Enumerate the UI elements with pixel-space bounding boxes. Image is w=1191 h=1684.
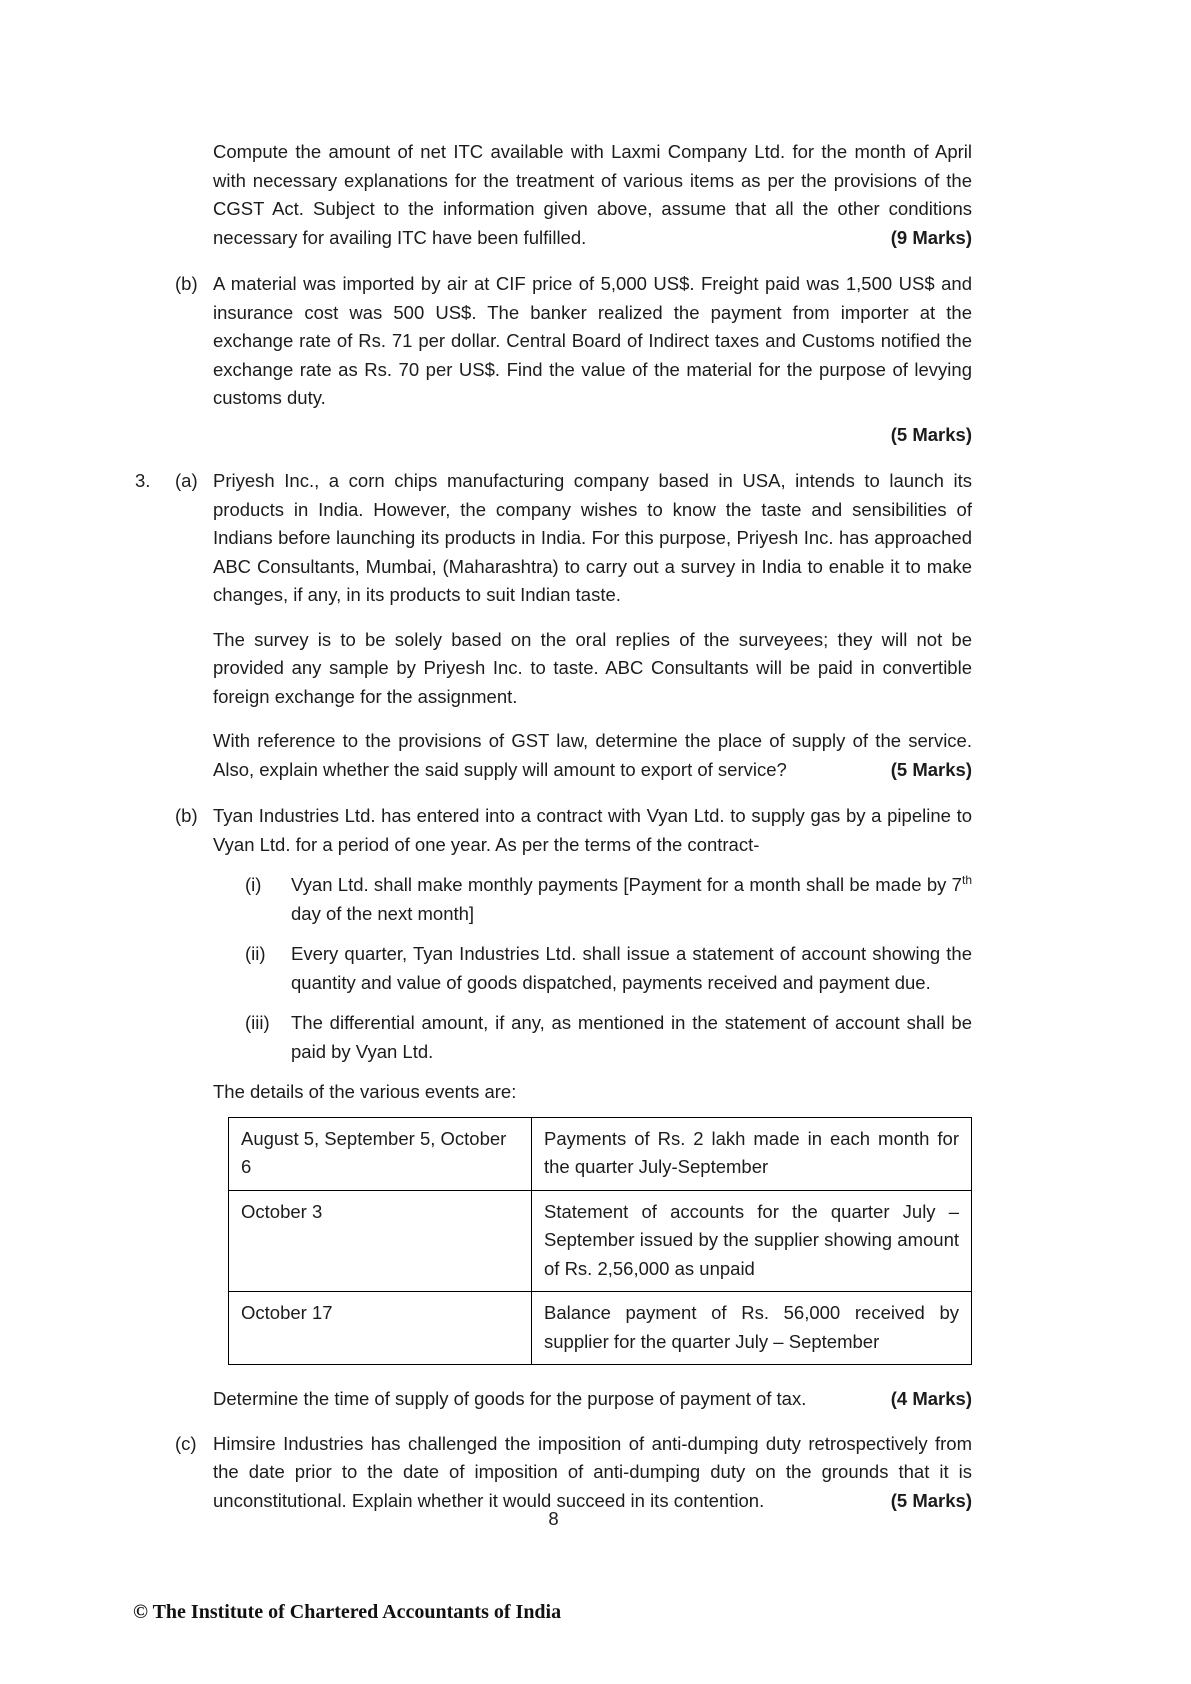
question-2b-label: (b) bbox=[175, 273, 198, 294]
question-3-number: 3. bbox=[135, 470, 151, 491]
question-3a bbox=[135, 467, 972, 802]
event-date-cell: August 5, September 5, October 6 bbox=[229, 1117, 532, 1190]
question-3a-para3: With reference to the provisions of GST law, determine the place of supply of the service. Also, explain whether the said supply will amount to export of service? bbox=[213, 730, 972, 780]
list-item-iii-text: The differential amount, if any, as mentioned in the statement of account shall be paid by Vyan Ltd. bbox=[291, 1012, 972, 1062]
list-item-i-label: (i) bbox=[245, 874, 262, 895]
question-3a-para2: The survey is to be solely based on the oral replies of the surveyees; they will not be provided any sample by Priyesh Inc. to taste. ABC Consultants will be paid in convertible foreign exchange for the assignment. bbox=[213, 628, 972, 707]
event-description-cell: Statement of accounts for the quarter July – September issued by the supplier showing amount of Rs. 2,56,000 as unpaid bbox=[532, 1190, 972, 1292]
question-3b-question: Determine the time of supply of goods for the purpose of payment of tax. bbox=[213, 1388, 807, 1409]
list-item-i-text-pre: Vyan Ltd. shall make monthly payments [Payment for a month shall be made by 7 bbox=[291, 874, 962, 895]
list-item-ii-text: Every quarter, Tyan Industries Ltd. shall issue a statement of account showing the quantity and value of goods dispatched, payments received and payment due. bbox=[291, 943, 972, 993]
table-row bbox=[229, 1190, 972, 1292]
footer-copyright: © The Institute of Chartered Accountants of India bbox=[133, 1601, 562, 1623]
question-3c-text: Himsire Industries has challenged the imposition of anti-dumping duty retrospectively from the date prior to the date of imposition of anti-dumping duty on the grounds that it is unconstitutional. Explain whether it would succeed in its contention. bbox=[213, 1432, 972, 1511]
event-description-cell: Payments of Rs. 2 lakh made in each month for the quarter July-September bbox=[532, 1117, 972, 1190]
list-item-ii-label: (ii) bbox=[245, 943, 266, 964]
events-intro: The details of the various events are: bbox=[213, 1081, 517, 1102]
question-3c bbox=[135, 1430, 972, 1516]
marks-badge-2b: (5 Marks) bbox=[890, 423, 972, 445]
question-3a-para1: Priyesh Inc., a corn chips manufacturing company based in USA, intends to launch its products in India. However, the company wishes to know the taste and sensibilities of Indians before launching its products in India. For this purpose, Priyesh Inc. has approached ABC Consultants, Mumbai, (Maharashtra) to carry out a survey in India to enable it to make changes, if any, in its products to suit Indian taste. bbox=[213, 470, 972, 605]
event-date-cell: October 3 bbox=[229, 1190, 532, 1292]
question-2b-text: A material was imported by air at CIF price of 5,000 US$. Freight paid was 1,500 US$ and insurance cost was 500 US$. The banker realized the payment from importer at the exchange rate of Rs. 71 per dollar. Central Board of Indirect taxes and Customs notified the exchange rate as Rs. 70 per US$. Find the value of the material for the purpose of levying customs duty. bbox=[213, 273, 972, 408]
marks-badge-3a: (5 Marks) bbox=[881, 756, 972, 785]
list-item-ii bbox=[245, 940, 972, 997]
superscript-th: th bbox=[961, 872, 972, 887]
marks-badge-3b: (4 Marks) bbox=[890, 1388, 972, 1409]
event-description-cell: Balance payment of Rs. 56,000 received by supplier for the quarter July – September bbox=[532, 1292, 972, 1365]
list-item-i-text-post: day of the next month] bbox=[291, 902, 475, 924]
events-table bbox=[228, 1117, 972, 1366]
page-content bbox=[135, 138, 972, 1515]
question-3a-label: (a) bbox=[175, 470, 198, 491]
event-date-cell: October 17 bbox=[229, 1292, 532, 1365]
table-row bbox=[229, 1292, 972, 1365]
list-item-iii-label: (iii) bbox=[245, 1012, 270, 1033]
question-2b bbox=[135, 270, 972, 467]
question-2a-continuation bbox=[135, 138, 972, 252]
question-2a-text: Compute the amount of net ITC available with Laxmi Company Ltd. for the month of April with necessary explanations for the treatment of various items as per the provisions of the CGST Act. Subject to the information given above, assume that all the other conditions necessary for availing ITC have been fulfilled. bbox=[213, 141, 972, 248]
marks-badge-3c: (5 Marks) bbox=[881, 1487, 972, 1516]
question-3b-label: (b) bbox=[175, 805, 198, 826]
list-item-iii bbox=[245, 1009, 972, 1066]
table-row bbox=[229, 1117, 972, 1190]
question-3b bbox=[135, 802, 972, 1430]
question-3b-intro: Tyan Industries Ltd. has entered into a contract with Vyan Ltd. to supply gas by a pipeline to Vyan Ltd. for a period of one year. As per the terms of the contract- bbox=[213, 805, 972, 855]
question-3c-label: (c) bbox=[175, 1432, 197, 1454]
page-number: 8 bbox=[548, 1508, 559, 1529]
list-item-i bbox=[245, 871, 972, 928]
marks-badge-2a: (9 Marks) bbox=[881, 224, 972, 253]
